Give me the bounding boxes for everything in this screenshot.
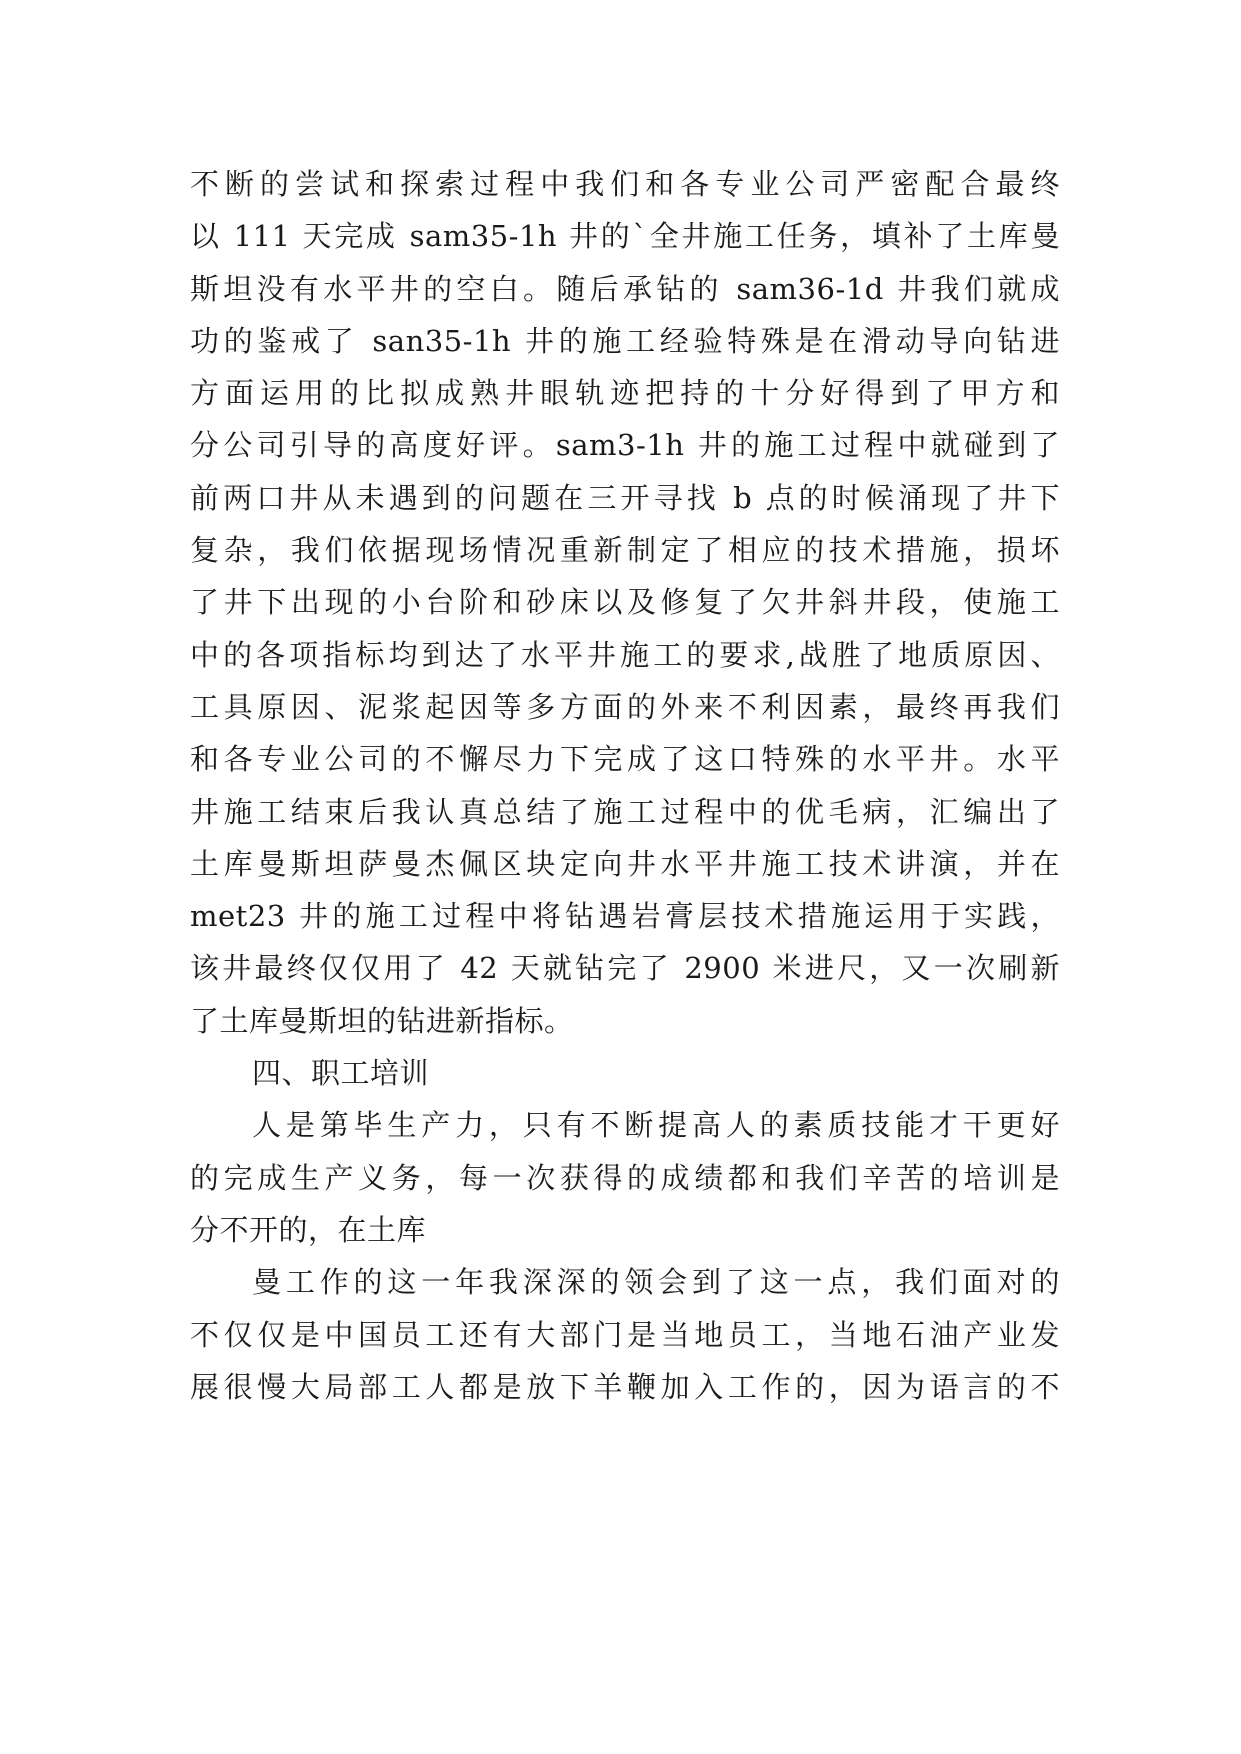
text-line: 该井最终仅仅用了 42 天就钻完了 2900 米进尺，又一次刷新 [190, 951, 1060, 986]
text-line: 的完成生产义务，每一次获得的成绩都和我们辛苦的培训是 [190, 1160, 1060, 1195]
text-line: met23 井的施工过程中将钻遇岩膏层技术措施运用于实践， [190, 899, 1060, 934]
section-heading: 四、职工培训 [252, 1056, 430, 1091]
text-line: 了井下出现的小台阶和砂床以及修复了欠井斜井段，使施工 [190, 585, 1060, 620]
text-line: 井施工结束后我认真总结了施工过程中的优毛病，汇编出了 [190, 794, 1060, 829]
text-line: 方面运用的比拟成熟井眼轨迹把持的十分好得到了甲方和 [190, 376, 1060, 411]
text-line: 工具原因、泥浆起因等多方面的外来不利因素，最终再我们 [190, 689, 1060, 724]
text-line: 前两口井从未遇到的问题在三开寻找 b 点的时候涌现了井下 [190, 480, 1060, 515]
text-line: 土库曼斯坦萨曼杰佩区块定向井水平井施工技术讲演，并在 [190, 846, 1060, 881]
text-line: 人是第毕生产力，只有不断提高人的素质技能才干更好 [252, 1108, 1060, 1143]
text-line: 斯坦没有水平井的空白。随后承钻的 sam36-1d 井我们就成 [190, 271, 1060, 306]
text-line: 展很慢大局部工人都是放下羊鞭加入工作的，因为语言的不 [190, 1369, 1060, 1404]
text-line: 不断的尝试和探索过程中我们和各专业公司严密配合最终 [190, 167, 1060, 201]
text-line: 以 111 天完成 sam35-1h 井的`全井施工任务，填补了土库曼 [190, 219, 1060, 254]
text-line: 分不开的，在土库 [190, 1212, 427, 1247]
text-line: 中的各项指标均到达了水平井施工的要求,战胜了地质原因、 [190, 637, 1060, 672]
text-line: 功的鉴戒了 san35-1h 井的施工经验特殊是在滑动导向钻进 [190, 323, 1060, 358]
text-line: 和各专业公司的不懈尽力下完成了这口特殊的水平井。水平 [190, 742, 1060, 777]
text-line: 不仅仅是中国员工还有大部门是当地员工，当地石油产业发 [190, 1317, 1060, 1352]
body-text [190, 158, 1060, 1413]
text-line: 复杂，我们依据现场情况重新制定了相应的技术措施，损坏 [190, 533, 1060, 568]
text-line: 分公司引导的高度好评。sam3-1h 井的施工过程中就碰到了 [190, 428, 1060, 463]
text-line: 了土库曼斯坦的钻进新指标。 [190, 1003, 574, 1038]
text-line: 曼工作的这一年我深深的领会到了这一点，我们面对的 [252, 1265, 1060, 1300]
